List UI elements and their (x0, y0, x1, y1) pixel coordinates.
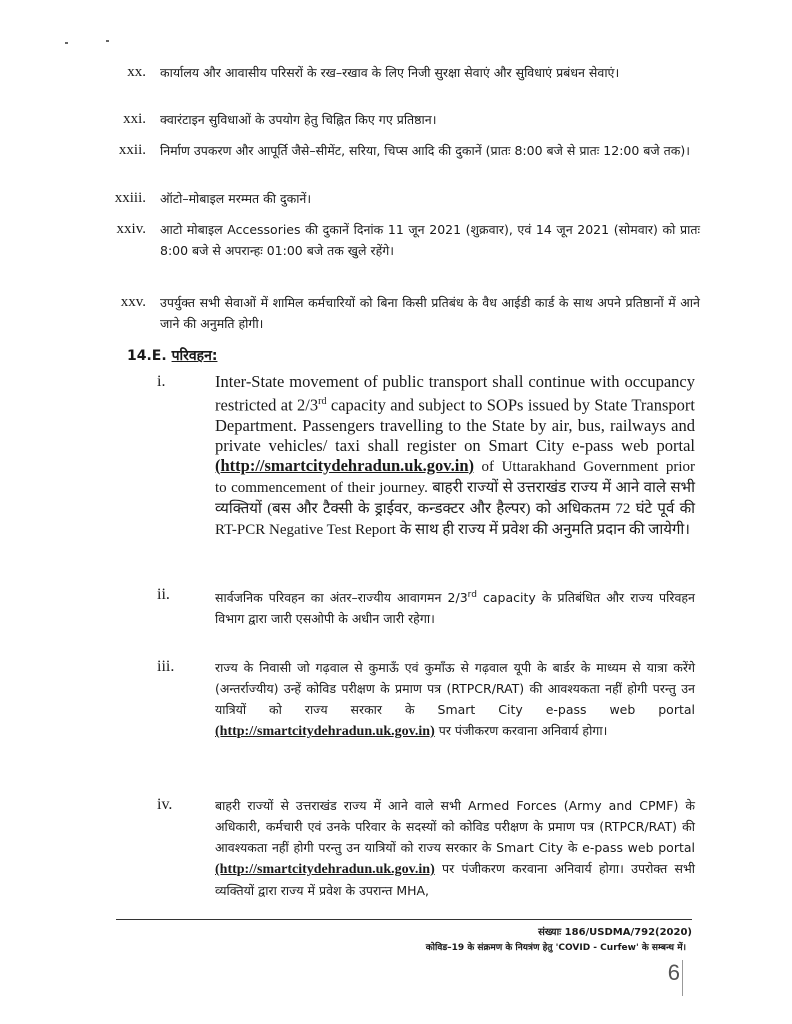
list-number: xxiii. (114, 190, 146, 206)
list-text: कार्यालय और आवासीय परिसरों के रख–रखाव के लिए निजी सुरक्षा सेवाएं और सुविधाएं प्रबंधन सेवाएं। (160, 65, 620, 80)
sub-list-number: i. (157, 373, 166, 390)
list-item (116, 219, 700, 261)
list-number: xxi. (123, 111, 146, 127)
text-part: capacity के प्रतिबंधित और राज्य परिवहन विभाग द्वारा जारी एसओपी के अधीन जारी रहेगा। (215, 590, 695, 627)
sub-list-number: iv. (157, 796, 173, 813)
list-number: xxii. (118, 142, 146, 158)
footer-subject: कोविड–19 के संक्रमण के नियत्रंण हेतु 'COVID - Curfew' के सम्बन्ध में। (425, 943, 686, 953)
footer-reference: संख्याः 186/USDMA/792(2020) (538, 927, 692, 938)
list-item (123, 109, 700, 130)
superscript: rd (318, 396, 327, 407)
superscript: rd (467, 590, 477, 600)
list-item (118, 140, 700, 161)
sub-list-item (157, 795, 695, 901)
text-part: बाहरी राज्यों से उत्तराखंड राज्य में आने वाले सभी Armed Forces (Army and CPMF) के अधिकारी, कर्मचारी एवं उनके परिवार के सदस्यों को कोविड परीक्षण के प्रमाण पत्र (RTPCR/RAT) की आवश्यकता नहीं होगी परन्तु उन यात्रियों को राज्य सरकार के Smart City के e-pass web portal (215, 798, 695, 855)
scan-speck (106, 40, 109, 42)
page-number: 6 (667, 960, 680, 985)
portal-link[interactable]: (http://smartcitydehradun.uk.gov.in) (215, 724, 435, 739)
list-text: ऑटो–मोबाइल मरम्मत की दुकानें। (160, 191, 312, 206)
section-title: परिवहन: (171, 348, 218, 364)
sub-list-item (157, 657, 695, 742)
list-number: xx. (127, 64, 146, 80)
text-part: capacity and subject to SOPs issued by State Transport Department. Passengers travelling to the State by air, bus, railways and private vehicles/ taxi shall register on Smart City e-pass web portal (215, 395, 695, 455)
portal-link[interactable]: (http://smartcitydehradun.uk.gov.in) (215, 862, 435, 877)
list-number: xxv. (120, 294, 146, 310)
footer-divider (116, 919, 692, 920)
sub-list-number: ii. (157, 586, 170, 603)
sub-list-text (215, 795, 695, 901)
text-part: पर पंजीकरण करवाना अनिवार्य होगा। उपरोक्त सभी व्यक्तियों द्वारा राज्य में प्रवेश के उपरान्त MHA, (215, 861, 695, 898)
list-item (120, 292, 700, 334)
sub-list-item (157, 585, 695, 629)
text-part: पर पंजीकरण करवाना अनिवार्य होगा। (434, 723, 608, 738)
list-text: उपर्युक्त सभी सेवाओं में शामिल कर्मचारियों को बिना किसी प्रतिबंध के वैध आईडी कार्ड के साथ अपने प्रतिष्ठानों में आने जाने की अनुमति होगी। (160, 295, 700, 331)
list-text: आटो मोबाइल Accessories की दुकानें दिनांक 11 जून 2021 (शुक्रवार), एवं 14 जून 2021 (सोमवार) को प्रातः 8:00 बजे से अपरान्हः 01:00 बजे तक खुले रहेंगे। (160, 222, 700, 258)
scan-speck (65, 42, 68, 44)
section-heading (127, 346, 217, 365)
sub-list-item (157, 372, 695, 540)
text-part: of Uttarakhand Government prior to commencement of their journey. बाहरी राज्यों से उत्तराखंड राज्य में आने वाले सभी व्यक्तियों (बस और टैक्सी के ड्राईवर, कन्डक्टर और हैल्पर) को अधिकतम 72 घंटे पूर्व की RT-PCR Negative Test Report के साथ ही राज्य में प्रवेश की अनुमति प्रदान की जायेगी। (215, 458, 695, 538)
list-text: क्वारंटाइन सुविधाओं के उपयोग हेतु चिह्नित किए गए प्रतिष्ठान। (160, 112, 437, 127)
sub-list-text (215, 657, 695, 742)
sub-list-text (215, 372, 695, 540)
sub-list-text (215, 585, 695, 629)
page-number-divider (682, 960, 683, 996)
text-part: सार्वजनिक परिवहन का अंतर–राज्यीय आवागमन 2/3 (215, 590, 468, 606)
list-text: निर्माण उपकरण और आपूर्ति जैसे–सीमेंट, सरिया, चिप्स आदि की दुकानें (प्रातः 8:00 बजे से प्रातः 12:00 बजे तक)। (160, 143, 691, 158)
sub-list-number: iii. (157, 658, 175, 675)
list-number: xxiv. (116, 221, 146, 237)
text-part: राज्य के निवासी जो गढ़वाल से कुमाऊँ एवं कुमाँऊ से गढ़वाल यूपी के बार्डर के माध्यम से यात्रा करेंगे (अन्तर्राज्यीय) उन्हें कोविड परीक्षण के प्रमाण पत्र (RTPCR/RAT) की आवश्यकता नहीं होगी परन्तु उन यात्रियों को राज्य सरकार के Smart City e-pass web portal (215, 660, 695, 717)
portal-link[interactable]: (http://smartcitydehradun.uk.gov.in) (215, 455, 474, 475)
text-part: Inter-State movement of public transport shall continue with occupancy restricted at 2/3 (215, 372, 695, 415)
list-item (127, 62, 700, 83)
list-item (114, 188, 700, 209)
section-number: 14.E. (127, 348, 167, 364)
